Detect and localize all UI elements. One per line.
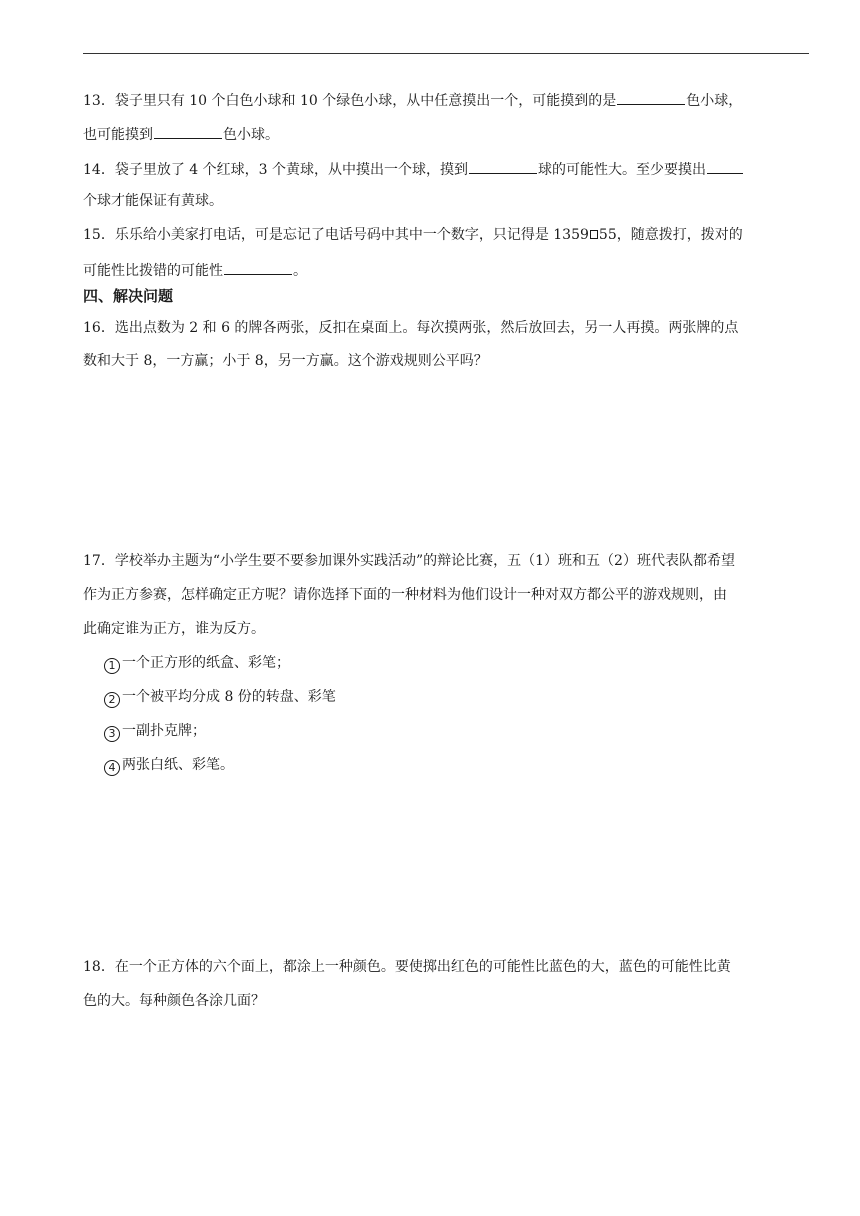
answer-blank-q13-2[interactable]: [154, 123, 222, 139]
question-14-line-2: [83, 191, 223, 211]
circled-number-4: 4: [104, 760, 120, 776]
option-1: [104, 653, 290, 674]
answer-blank-q13-1[interactable]: [617, 89, 685, 105]
question-15-line-1: [83, 225, 743, 245]
circled-number-2: 2: [104, 692, 120, 708]
question-15-line-2: [83, 259, 307, 281]
question-14-text-c: 个球才能保证有黄球。: [83, 193, 223, 209]
answer-blank-q14-2[interactable]: [707, 158, 743, 174]
question-16-line-1: 16．选出点数为 2 和 6 的牌各两张，反扣在桌面上。每次摸两张，然后放回去，另一人再摸。两张牌的点: [83, 320, 739, 336]
question-16-line-2: 数和大于 8，一方赢；小于 8，另一方赢。这个游戏规则公平吗？: [83, 353, 488, 369]
option-2-text: 一个被平均分成 8 份的转盘、彩笔: [122, 689, 336, 705]
option-4: [104, 755, 234, 776]
option-3: [104, 721, 206, 742]
question-17-line-3: 此确定谁为正方，谁为反方。: [83, 621, 265, 637]
question-18-line-2: 色的大。每种颜色各涂几面？: [83, 993, 265, 1009]
answer-blank-q14-1[interactable]: [469, 158, 537, 174]
question-15-text-a: 15．乐乐给小美家打电话，可是忘记了电话号码中其中一个数字，只记得是 1359: [83, 227, 589, 243]
option-2: [104, 687, 336, 708]
question-14-line-1: [83, 158, 744, 180]
missing-digit-box: [590, 230, 598, 239]
question-13-line-2: [83, 123, 279, 145]
answer-blank-q15[interactable]: [224, 259, 292, 275]
question-14-text-b: 球的可能性大。至少要摸出: [537, 162, 706, 178]
header-rule: [83, 53, 809, 54]
option-1-text: 一个正方形的纸盒、彩笔；: [122, 655, 290, 671]
circled-number-3: 3: [104, 726, 120, 742]
question-17-line-2: 作为正方参赛，怎样确定正方呢？请你选择下面的一种材料为他们设计一种对双方都公平的游戏规则，由: [83, 587, 727, 603]
question-14-text-a: 14．袋子里放了 4 个红球，3 个黄球，从中摸出一个球，摸到: [83, 162, 468, 178]
question-13-text-a: 13．袋子里只有 10 个白色小球和 10 个绿色小球，从中任意摸出一个，可能摸到的是: [83, 93, 617, 109]
question-13-text-b: 色小球，: [686, 93, 743, 109]
question-13-text-d: 色小球。: [223, 127, 279, 143]
section-heading-solve-problems: 四、解决问题: [83, 287, 174, 305]
question-15-text-b: 55，随意拨打，拨对的: [598, 227, 743, 243]
question-18-line-1: 18．在一个正方体的六个面上，都涂上一种颜色。要使掷出红色的可能性比蓝色的大，蓝色的可能性比黄: [83, 959, 731, 975]
question-17-line-1: 17．学校举办主题为“小学生要不要参加课外实践活动”的辩论比赛，五（1）班和五（2）班代表队都希望: [83, 553, 735, 569]
option-3-text: 一副扑克牌；: [122, 723, 206, 739]
question-13-text-c: 也可能摸到: [83, 127, 153, 143]
question-13-line-1: [83, 89, 742, 111]
circled-number-1: 1: [104, 658, 120, 674]
question-15-text-d: 。: [293, 263, 307, 279]
option-4-text: 两张白纸、彩笔。: [122, 757, 234, 773]
question-15-text-c: 可能性比拨错的可能性: [83, 263, 223, 279]
